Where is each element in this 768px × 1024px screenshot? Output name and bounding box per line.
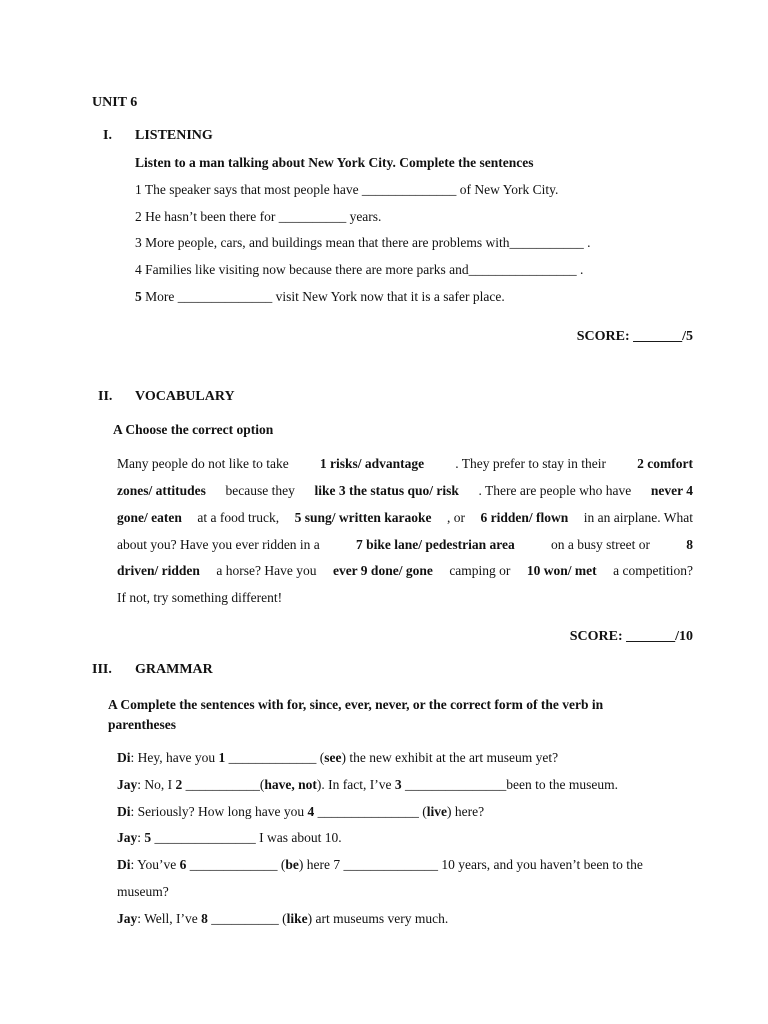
speaker: Di bbox=[117, 857, 131, 872]
verb: see bbox=[324, 750, 342, 765]
text: in an airplane. What bbox=[583, 510, 693, 525]
item-number: 5 bbox=[135, 289, 142, 304]
blank-number: 4 bbox=[307, 804, 315, 819]
unit-title: UNIT 6 bbox=[92, 95, 138, 110]
grammar-instruction-line-2: parentheses bbox=[108, 717, 177, 732]
blank-number: 8 bbox=[201, 911, 208, 926]
text: Many people do not like to take bbox=[117, 456, 289, 471]
option: 7 bike lane/ pedestrian area bbox=[356, 537, 515, 552]
text: . They prefer to stay in their bbox=[455, 456, 607, 471]
option: driven/ ridden bbox=[117, 563, 200, 578]
text: : You’ve bbox=[130, 857, 180, 872]
grammar-instruction-line-1: A Complete the sentences with for, since, ever, never, or the correct form of the verb in bbox=[108, 697, 604, 712]
text: , or bbox=[446, 510, 465, 525]
listening-item-2: 2 He hasn’t been there for __________ years. bbox=[135, 209, 382, 224]
option: gone/ eaten bbox=[117, 510, 182, 525]
option: 5 sung/ written karaoke bbox=[294, 510, 432, 525]
text: : bbox=[137, 830, 145, 845]
listening-score: SCORE: _______/5 bbox=[576, 329, 693, 344]
text: : Hey, have you bbox=[130, 750, 219, 765]
blank-number: 2 bbox=[175, 777, 183, 792]
text: : No, I bbox=[137, 777, 176, 792]
paragraph-line-2 bbox=[117, 484, 693, 498]
section-heading-vocabulary: VOCABULARY bbox=[135, 389, 235, 404]
paragraph-line-1 bbox=[117, 457, 693, 471]
speaker: Jay bbox=[117, 777, 138, 792]
section-heading-listening: LISTENING bbox=[135, 128, 213, 143]
text: _______________ ( bbox=[314, 804, 427, 819]
text: on a busy street or bbox=[551, 537, 650, 552]
speaker: Jay bbox=[117, 911, 138, 926]
blank-number: 6 bbox=[179, 857, 187, 872]
text: ) here 7 ______________ 10 years, and you haven’t been to the bbox=[298, 857, 643, 872]
option: 6 ridden/ flown bbox=[480, 510, 569, 525]
text: because they bbox=[225, 483, 295, 498]
dialogue-line-2 bbox=[117, 778, 618, 792]
listening-item-1: 1 The speaker says that most people have ______________ of New York City. bbox=[135, 182, 559, 197]
text: ) art museums very much. bbox=[307, 911, 449, 926]
listening-item-3: 3 More people, cars, and buildings mean that there are problems with___________ . bbox=[135, 235, 591, 250]
text: a competition? bbox=[613, 563, 693, 578]
section-numeral-listening: I. bbox=[103, 128, 112, 143]
option: 10 won/ met bbox=[526, 563, 597, 578]
text: ). In fact, I’ve bbox=[316, 777, 395, 792]
speaker: Di bbox=[117, 750, 131, 765]
option: ever 9 done/ gone bbox=[332, 563, 433, 578]
speaker: Di bbox=[117, 804, 131, 819]
item-text: More ______________ visit New York now that it is a safer place. bbox=[141, 289, 505, 304]
vocabulary-score: SCORE: _______/10 bbox=[569, 629, 693, 644]
paragraph-line-6: If not, try something different! bbox=[117, 590, 283, 605]
option: 8 bbox=[686, 537, 693, 552]
blank-number: 1 bbox=[218, 750, 226, 765]
section-heading-grammar: GRAMMAR bbox=[135, 662, 213, 677]
listening-instruction: Listen to a man talking about New York City. Complete the sentences bbox=[135, 155, 534, 170]
option: 2 comfort bbox=[637, 456, 693, 471]
dialogue-line-1 bbox=[117, 751, 558, 765]
text: _______________ I was about 10. bbox=[151, 830, 342, 845]
text: a horse? Have you bbox=[216, 563, 317, 578]
option: zones/ attitudes bbox=[117, 483, 206, 498]
blank-number: 5 bbox=[144, 830, 152, 845]
text: about you? Have you ever ridden in a bbox=[117, 537, 320, 552]
verb: have, not bbox=[264, 777, 317, 792]
section-numeral-vocabulary: II. bbox=[98, 389, 113, 404]
option: 1 risks/ advantage bbox=[319, 456, 425, 471]
listening-item-4: 4 Families like visiting now because there are more parks and________________ . bbox=[135, 262, 584, 277]
section-numeral-grammar: III. bbox=[92, 662, 112, 677]
verb: live bbox=[426, 804, 447, 819]
text: _______________been to the museum. bbox=[401, 777, 618, 792]
dialogue-line-5-continued: museum? bbox=[117, 884, 169, 899]
option: like 3 the status quo/ risk bbox=[314, 483, 459, 498]
dialogue-line-4 bbox=[117, 831, 342, 845]
dialogue-line-3 bbox=[117, 805, 484, 819]
dialogue-line-5 bbox=[117, 858, 693, 872]
text: camping or bbox=[449, 563, 511, 578]
vocabulary-instruction: A Choose the correct option bbox=[113, 422, 274, 437]
text: : Seriously? How long have you bbox=[130, 804, 308, 819]
text: ) here? bbox=[446, 804, 485, 819]
option: never 4 bbox=[650, 483, 693, 498]
speaker: Jay bbox=[117, 830, 138, 845]
text: at a food truck, bbox=[197, 510, 280, 525]
verb: be bbox=[285, 857, 299, 872]
text: . There are people who have bbox=[478, 483, 632, 498]
text: _____________ ( bbox=[225, 750, 325, 765]
blank-number: 3 bbox=[394, 777, 402, 792]
paragraph-line-5 bbox=[117, 564, 693, 578]
paragraph-line-3 bbox=[117, 511, 693, 525]
dialogue-line-6 bbox=[117, 912, 448, 926]
verb: like bbox=[286, 911, 308, 926]
text: ___________( bbox=[182, 777, 265, 792]
text: _____________ ( bbox=[186, 857, 286, 872]
listening-item-5 bbox=[135, 290, 505, 304]
text: ) the new exhibit at the art museum yet? bbox=[341, 750, 559, 765]
text: __________ ( bbox=[207, 911, 287, 926]
paragraph-line-4 bbox=[117, 538, 693, 552]
text: : Well, I’ve bbox=[137, 911, 202, 926]
